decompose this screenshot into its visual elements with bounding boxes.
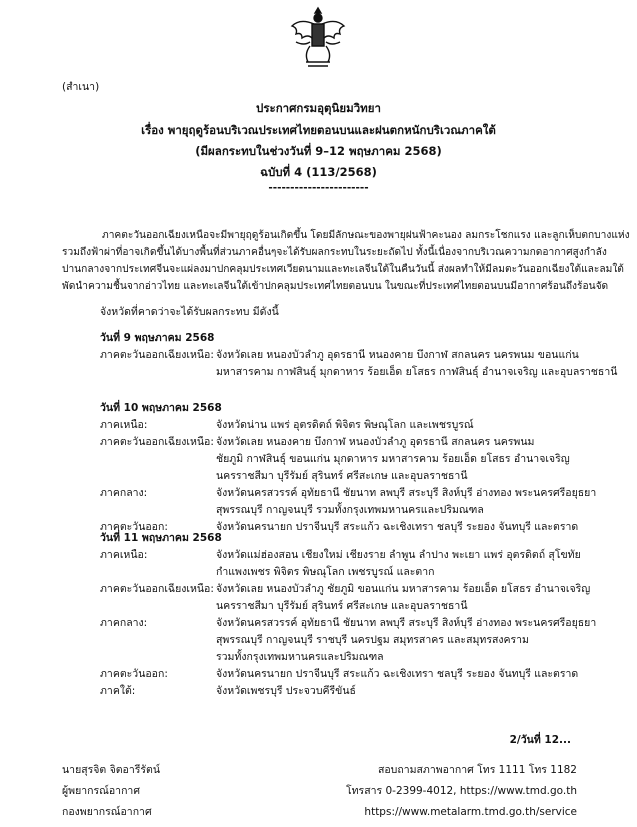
day-section [100,400,600,536]
day-header: วันที่ 9 พฤษภาคม 2568 [100,332,215,344]
region-row [100,615,600,666]
day-header: วันที่ 11 พฤษภาคม 2568 [100,532,222,544]
province-line: นครราชสีมา บุรีรัมย์ สุรินทร์ ศรีสะเกษ และอุบลราชธานี [216,470,468,482]
province-line: จังหวัดนครสวรรค์ อุทัยธานี ชัยนาท ลพบุรี สระบุรี สิงห์บุรี อ่างทอง พระนครศรีอยุธยา [216,617,597,629]
region-row [100,683,600,700]
signatory-block [62,760,160,823]
region-provinces [216,581,590,615]
effect-period: (มีผลกระทบในช่วงวันที่ 9–12 พฤษภาคม 2568) [195,144,442,158]
region-label: ภาคเหนือ: [100,549,148,561]
region-label: ภาคตะวันออกเฉียงเหนือ: [100,349,214,361]
region-label: ภาคใต้: [100,685,136,697]
province-line: จังหวัดนครนายก ปราจีนบุรี สระแก้ว ฉะเชิงเทรา ชลบุรี ระยอง จันทบุรี และตราด [216,668,579,680]
subject: เรื่อง พายุฤดูร้อนบริเวณประเทศไทยตอนบนและฝนตกหนักบริเวณภาคใต้ [141,123,496,137]
paragraph-line: รวมถึงฟ้าผ่าที่อาจเกิดขึ้นได้บางพื้นที่ส่วนภาคอื่นๆจะได้รับผลกระทบในระยะถัดไป ทั้งนี้เนื่องจากบริเวณความกดอากาศสูงกำลัง [62,247,607,258]
day-section [100,330,618,381]
issue-number: ฉบับที่ 4 (113/2568) [260,165,377,179]
page-title: ประกาศกรมอุตุนิยมวิทยา [256,101,381,115]
region-row [100,347,618,381]
region-row [100,581,600,615]
province-line: ชัยภูมิ กาฬสินธุ์ ขอนแก่น มุกดาหาร มหาสารคาม ร้อยเอ็ด ยโสธร อำนาจเจริญ [216,453,570,465]
copy-label: (สำเนา) [62,81,100,93]
service-link[interactable]: https://www.metalarm.tmd.go.th/service [364,806,577,818]
region-label: ภาคเหนือ: [100,419,148,431]
continued-note: 2/วันที่ 12... [509,734,571,746]
paragraph-line: ปานกลางจากประเทศจีนจะแผ่ลงมาปกคลุมประเทศเวียดนามและทะเลจีนใต้ในคืนวันนี้ ส่งผลทำให้มีลมตะวันออกเฉียงใต้และลมใต้ [62,264,624,275]
region-row [100,666,600,683]
province-line: จังหวัดน่าน แพร่ อุตรดิตถ์ พิจิตร พิษณุโลก และเพชรบูรณ์ [216,419,474,431]
signatory-name: นายสุรจิต จิตอารีรัตน์ [62,764,161,776]
province-line: จังหวัดเลย หนองคาย บึงกาฬ หนองบัวลำภู อุดรธานี สกลนคร นครพนม [216,436,535,448]
region-label: ภาคตะวันออก: [100,521,168,533]
province-line: จังหวัดแม่ฮ่องสอน เชียงใหม่ เชียงราย ลำพูน ลำปาง พะเยา แพร่ อุตรดิตถ์ สุโขทัย [216,549,581,561]
province-line: จังหวัดเพชรบุรี ประจวบคีรีขันธ์ [216,685,356,697]
region-provinces [216,417,474,434]
signatory-division: กองพยากรณ์อากาศ [62,806,152,818]
province-line: จังหวัดเลย หนองบัวลำภู อุดรธานี หนองคาย บึงกาฬ สกลนคร นครพนม ขอนแก่น [216,349,579,361]
separator: ----------------------- [268,182,369,194]
body-paragraph [62,227,630,295]
contact-phone: สอบถามสภาพอากาศ โทร 1111 โทร 1182 [377,764,577,776]
region-label: ภาคตะวันออกเฉียงเหนือ: [100,583,214,595]
region-row [100,547,600,581]
day-section [100,530,600,700]
region-provinces [216,666,578,683]
province-line: จังหวัดนครนายก ปราจีนบุรี สระแก้ว ฉะเชิงเทรา ชลบุรี ระยอง จันทบุรี และตราด [216,521,579,533]
region-provinces [216,615,596,666]
province-line: จังหวัดนครสวรรค์ อุทัยธานี ชัยนาท ลพบุรี สระบุรี สิงห์บุรี อ่างทอง พระนครศรีอยุธยา [216,487,597,499]
region-label: ภาคตะวันออกเฉียงเหนือ: [100,436,214,448]
region-label: ภาคกลาง: [100,617,148,629]
province-line: นครราชสีมา บุรีรัมย์ สุรินทร์ ศรีสะเกษ และอุบลราชธานี [216,600,468,612]
region-provinces [216,683,356,700]
region-provinces [216,347,617,381]
province-line: สุพรรณบุรี กาญจนบุรี รวมทั้งกรุงเทพมหานครและปริมณฑล [216,504,484,516]
region-provinces [216,434,570,485]
paragraph-line: พัดนำความชื้นจากอ่าวไทย และทะเลจีนใต้เข้าปกคลุมประเทศไทยตอนบน ในขณะที่ประเทศไทยตอนบนมีอากาศร้อนถึงร้อนจัด [62,281,609,292]
paragraph-line: ภาคตะวันออกเฉียงเหนือจะมีพายุฤดูร้อนเกิดขึ้น โดยมีลักษณะของพายุฝนฟ้าคะนอง ลมกระโชกแรง และลูกเห็บตกบางแห่ง [102,230,630,241]
province-line: กำแพงเพชร พิจิตร พิษณุโลก เพชรบูรณ์ และตาก [216,566,435,578]
province-line: สุพรรณบุรี กาญจนบุรี ราชบุรี นครปฐม สมุทรสาคร และสมุทรสงคราม [216,634,529,646]
region-provinces [216,485,596,519]
provinces-intro: จังหวัดที่คาดว่าจะได้รับผลกระทบ มีดังนี้ [100,306,279,318]
region-label: ภาคตะวันออก: [100,668,168,680]
contact-block [346,760,577,823]
province-line: มหาสารคาม กาฬสินธุ์ มุกดาหาร ร้อยเอ็ด ยโสธร กาฬสินธุ์ อำนาจเจริญ และอุบลราชธานี [216,366,618,378]
province-line: รวมทั้งกรุงเทพมหานครและปริมณฑล [216,651,384,663]
signatory-position: ผู้พยากรณ์อากาศ [62,785,140,797]
region-row [100,485,600,519]
day-header: วันที่ 10 พฤษภาคม 2568 [100,402,222,414]
region-provinces [216,547,581,581]
province-line: จังหวัดเลย หนองบัวลำภู ชัยภูมิ ขอนแก่น มหาสารคาม ร้อยเอ็ด ยโสธร อำนาจเจริญ [216,583,591,595]
region-row [100,434,600,485]
contact-fax-web[interactable]: โทรสาร 0-2399-4012, https://www.tmd.go.th [346,785,577,797]
region-label: ภาคกลาง: [100,487,148,499]
region-row [100,417,600,434]
garuda-emblem-icon [288,2,348,72]
